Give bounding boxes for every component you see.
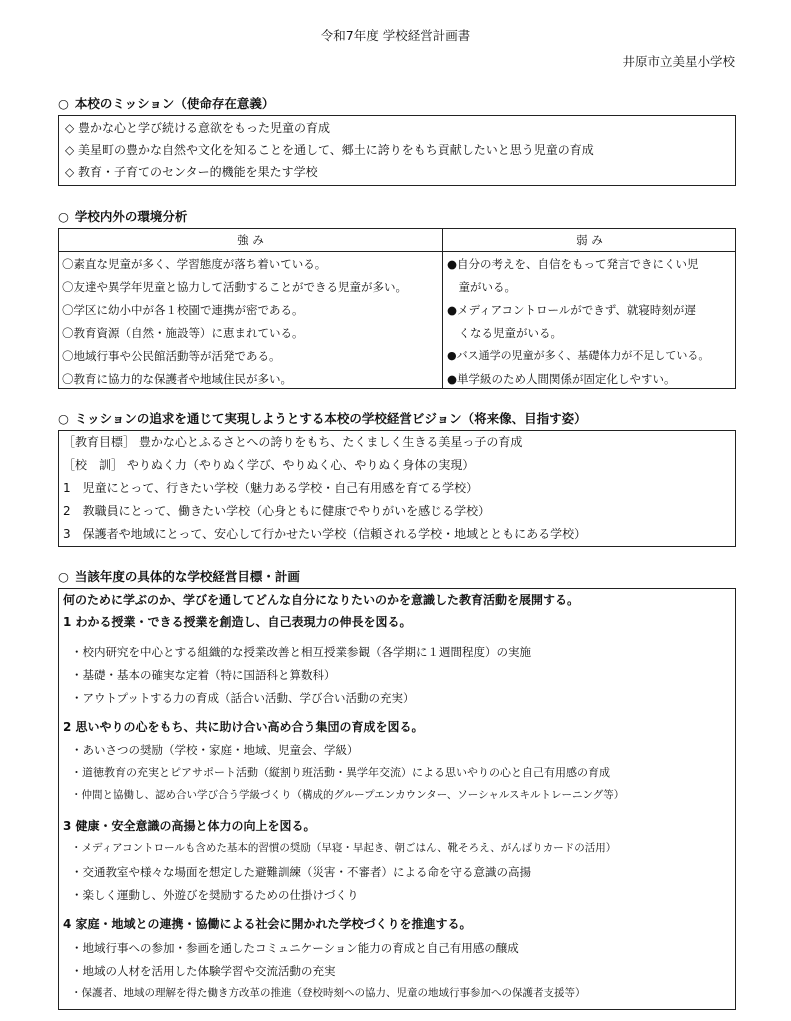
strength-item: 〇地域行事や公民館活動等が活発である。 bbox=[62, 349, 281, 363]
strength-item: 〇素直な児童が多く、学習態度が落ち着いている。 bbox=[62, 257, 327, 271]
plan-intro: 何のために学ぶのか、学びを通してどんな自分になりたいのかを意識した教育活動を展開する。 bbox=[63, 593, 580, 607]
weakness-item: ●メディアコントロールができず、就寝時刻が遅 bbox=[447, 303, 696, 317]
weakness-item: 童がいる。 bbox=[447, 280, 516, 294]
weakness-item: ●バス通学の児童が多く、基礎体力が不足している。 bbox=[447, 349, 710, 362]
environment-heading bbox=[58, 209, 187, 225]
goal-title: 2 思いやりの心をもち、共に助け合い高め合う集団の育成を図る。 bbox=[63, 720, 424, 734]
goal-item: ・地域行事への参加・参画を通したコミュニケーション能力の育成と自己有用感の醸成 bbox=[71, 941, 519, 955]
mission-item: ◇ 豊かな心と学び続ける意欲をもった児童の育成 bbox=[65, 121, 331, 135]
mission-item: ◇ 教育・子育てのセンター的機能を果たす学校 bbox=[65, 165, 318, 179]
goal-item: ・基礎・基本の確実な定着（特に国語科と算数科） bbox=[71, 668, 336, 682]
goal-item: ・アウトプットする力の育成（話合い活動、学び合い活動の充実） bbox=[71, 691, 415, 705]
vision-item: 3 保護者や地域にとって、安心して行かせたい学校（信頼される学校・地域とともにある学校） bbox=[63, 527, 587, 541]
mission-heading-text: 本校のミッション（使命存在意義） bbox=[74, 96, 275, 111]
goal-item: ・あいさつの奨励（学校・家庭・地域、児童会、学級） bbox=[71, 743, 359, 757]
goal-item: ・楽しく運動し、外遊びを奨励するための仕掛けづくり bbox=[71, 888, 359, 902]
weakness-item: ●単学級のため人間関係が固定化しやすい。 bbox=[447, 372, 676, 386]
goal-item: ・校内研究を中心とする組織的な授業改善と相互授業参観（各学期に１週間程度）の実施 bbox=[71, 645, 531, 659]
mission-item: ◇ 美星町の豊かな自然や文化を知ることを通して、郷土に誇りをもち貢献したいと思う児童の育成 bbox=[65, 143, 594, 157]
plan-heading bbox=[58, 569, 300, 585]
weakness-item: ●自分の考えを、自信をもって発言できにくい児 bbox=[447, 257, 699, 271]
strengths-header: 強 み bbox=[237, 233, 264, 247]
environment-table bbox=[58, 228, 736, 389]
vision-item: 2 教職員にとって、働きたい学校（心身ともに健康でやりがいを感じる学校） bbox=[63, 504, 491, 518]
document-title: 令和7年度 学校経営計画書 bbox=[320, 28, 471, 43]
table-divider bbox=[442, 229, 443, 388]
school-name: 井原市立美星小学校 bbox=[622, 54, 735, 69]
weaknesses-header: 弱 み bbox=[576, 233, 603, 247]
goal-item: ・道徳教育の充実とピアサポート活動（縦割り班活動・異学年交流）による思いやりの心と自己有用感の育成 bbox=[71, 766, 610, 779]
weakness-item: くなる児童がいる。 bbox=[447, 326, 562, 340]
vision-heading-text: ミッションの追求を通じて実現しようとする本校の学校経営ビジョン（将来像、目指す姿） bbox=[74, 411, 587, 426]
plan-heading-text: 当該年度の具体的な学校経営目標・計画 bbox=[74, 569, 300, 584]
circle-bullet-icon: ○ bbox=[58, 96, 69, 111]
goal-item: ・交通教室や様々な場面を想定した避難訓練（災害・不審者）による命を守る意識の高揚 bbox=[71, 865, 531, 879]
school-motto: ［校 訓］ やりぬく力（やりぬく学び、やりぬく心、やりぬく身体の実現） bbox=[63, 458, 475, 472]
goal-item: ・仲間と協働し、認め合い学び合う学級づくり（構成的グループエンカウンター、ソーシャルスキルトレーニング等） bbox=[71, 789, 625, 801]
goal-title: 3 健康・安全意識の高揚と体力の向上を図る。 bbox=[63, 819, 316, 833]
plan-box bbox=[58, 588, 736, 1010]
environment-heading-text: 学校内外の環境分析 bbox=[74, 209, 188, 224]
strength-item: 〇教育に協力的な保護者や地域住民が多い。 bbox=[62, 372, 292, 386]
vision-item: 1 児童にとって、行きたい学校（魅力ある学校・自己有用感を育てる学校） bbox=[63, 481, 479, 495]
vision-box bbox=[58, 430, 736, 547]
circle-bullet-icon: ○ bbox=[58, 569, 69, 584]
strength-item: 〇友達や異学年児童と協力して活動することができる児童が多い。 bbox=[62, 280, 407, 294]
table-divider bbox=[59, 251, 735, 252]
strength-item: 〇教育資源（自然・施設等）に恵まれている。 bbox=[62, 326, 304, 340]
goal-title: 4 家庭・地域との連携・協働による社会に開かれた学校づくりを推進する。 bbox=[63, 917, 472, 931]
circle-bullet-icon: ○ bbox=[58, 209, 69, 224]
mission-heading bbox=[58, 96, 274, 112]
goal-title: 1 わかる授業・できる授業を創造し、自己表現力の伸長を図る。 bbox=[63, 615, 412, 629]
goal-item: ・メディアコントロールも含めた基本的習慣の奨励（早寝・早起き、朝ごはん、靴そろえ、がんばりカードの活用） bbox=[71, 842, 617, 854]
education-goal: ［教育目標］ 豊かな心とふるさとへの誇りをもち、たくましく生きる美星っ子の育成 bbox=[63, 435, 523, 449]
circle-bullet-icon: ○ bbox=[58, 411, 69, 426]
mission-box bbox=[58, 115, 736, 186]
goal-item: ・保護者、地域の理解を得た働き方改革の推進（登校時刻への協力、児童の地域行事参加への保護者支援等） bbox=[71, 987, 586, 999]
strength-item: 〇学区に幼小中が各１校園で連携が密である。 bbox=[62, 303, 304, 317]
goal-item: ・地域の人材を活用した体験学習や交流活動の充実 bbox=[71, 964, 336, 978]
vision-heading bbox=[58, 411, 587, 427]
